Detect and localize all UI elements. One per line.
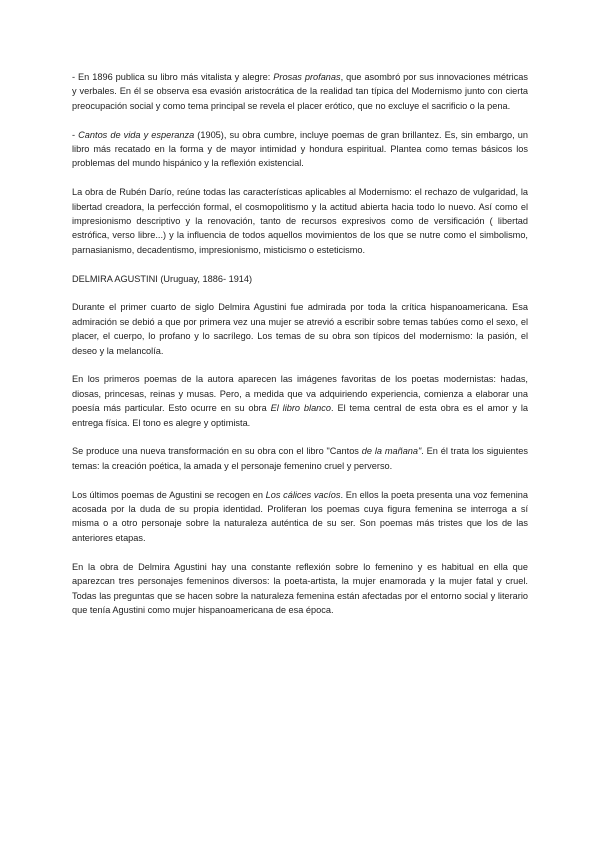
book-title-los-calices-vacios: Los cálices vacíos	[265, 489, 341, 500]
book-title-cantos-de-la-manana: de la mañana"	[361, 446, 422, 457]
document-page	[72, 70, 528, 632]
text-run: Durante el primer cuarto de siglo Delmira Agustini fue admirada por toda la crítica hispanoamericana. Esa admiración se debió a que por primera vez una mujer se atrevió a escribir sobre temas tabúes como el sexo, el placer, el cuerpo, lo profano y lo sacrílego. Los temas de su obra son típicos del modernismo: la pasión, el deseo y la melancolía.	[72, 302, 528, 356]
text-run: . El tema central de esta obra es el amor y la entrega física. El tono es alegre y optimista.	[72, 403, 528, 428]
section-heading-delmira-agustini	[72, 272, 528, 286]
text-run: La obra de Rubén Darío, reúne todas las características aplicables al Modernismo: el rechazo de vulgaridad, la libertad creadora, la perfección formal, el cosmopolitismo y la actitud abierta hacia todo lo nuevo. Así como el impresionismo descriptivo y la renovación, tanto de recursos expresivos como de versificación ( libertad estrófica, verso libre...) y la influencia de todos aquellos movimientos de los que se nutre como el simbolismo, parnasianismo, decadentismo, impresionismo, misticismo o esteticismo.	[72, 187, 528, 255]
text-run: . En ellos la poeta presenta una voz femenina acosada por la duda de su propia identidad. Proliferan los poemas cuya figura femenina se interroga a sí misma o a otro personaje sobre la naturaleza auténtica de su ser. Son poemas más tristes que los de las anteriores etapas.	[72, 489, 528, 543]
book-title-el-libro-blanco: El libro blanco	[270, 403, 331, 414]
text-run: , que asombró por sus innovaciones métricas y verbales. En él se observa esa evasión aristocrática de la realidad tan típica del Modernismo junto con cierta preocupación social y como tema principal se revela el placer erótico, que no excluye el sacrificio o la pena.	[72, 72, 528, 111]
heading-text: DELMIRA AGUSTINI (Uruguay, 1886- 1914)	[72, 273, 253, 284]
text-run: -	[72, 129, 79, 140]
text-run: En los primeros poemas de la autora aparecen las imágenes favoritas de los poetas modernistas: hadas, diosas, princesas, reinas y musas. Pero, a medida que va adquiriendo experiencia, comienza a elaborar una poesía más particular. Esto ocurre en su obra	[72, 374, 528, 414]
text-run: . En él trata los siguientes temas: la creación poética, la amada y el personaje femenino cruel y perverso.	[72, 446, 528, 471]
paragraph-obra-ruben-dario	[72, 185, 528, 257]
text-run: (1905), su obra cumbre, incluye poemas de gran brillantez. Es, sin embargo, un libro más recatado en la forma y de mayor intimidad y hondura espiritual. Plantea como temas básicos los problemas del mundo hispánico y la reflexión existencial.	[72, 129, 528, 169]
paragraph-admiracion	[72, 300, 528, 358]
book-title-cantos-de-vida: Cantos de vida y esperanza	[78, 129, 195, 140]
text-run: En la obra de Delmira Agustini hay una constante reflexión sobre lo femenino y es habitual en ella que aparezcan tres personajes femeninos diversos: la poeta-artista, la mujer enamorada y la mujer fatal y cruel. Todas las preguntas que se hacen sobre la naturaleza femenina están afectadas por el entorno social y literario que tenía Agustini como mujer hispanoamericana de esa época.	[72, 561, 528, 615]
paragraph-cantos-de-vida	[72, 128, 528, 171]
text-run: - En 1896 publica su libro más vitalista y alegre:	[72, 72, 274, 82]
paragraph-cantos-de-la-manana	[72, 444, 528, 473]
paragraph-reflexion-femenino	[72, 560, 528, 618]
text-run: Los últimos poemas de Agustini se recogen en	[72, 489, 266, 500]
paragraph-primeros-poemas	[72, 372, 528, 430]
book-title-prosas-profanas: Prosas profanas	[273, 72, 341, 82]
paragraph-calices-vacios	[72, 488, 528, 546]
paragraph-prosas-profanas	[72, 70, 528, 113]
text-run: Se produce una nueva transformación en su obra con el libro "Cantos	[72, 446, 362, 457]
